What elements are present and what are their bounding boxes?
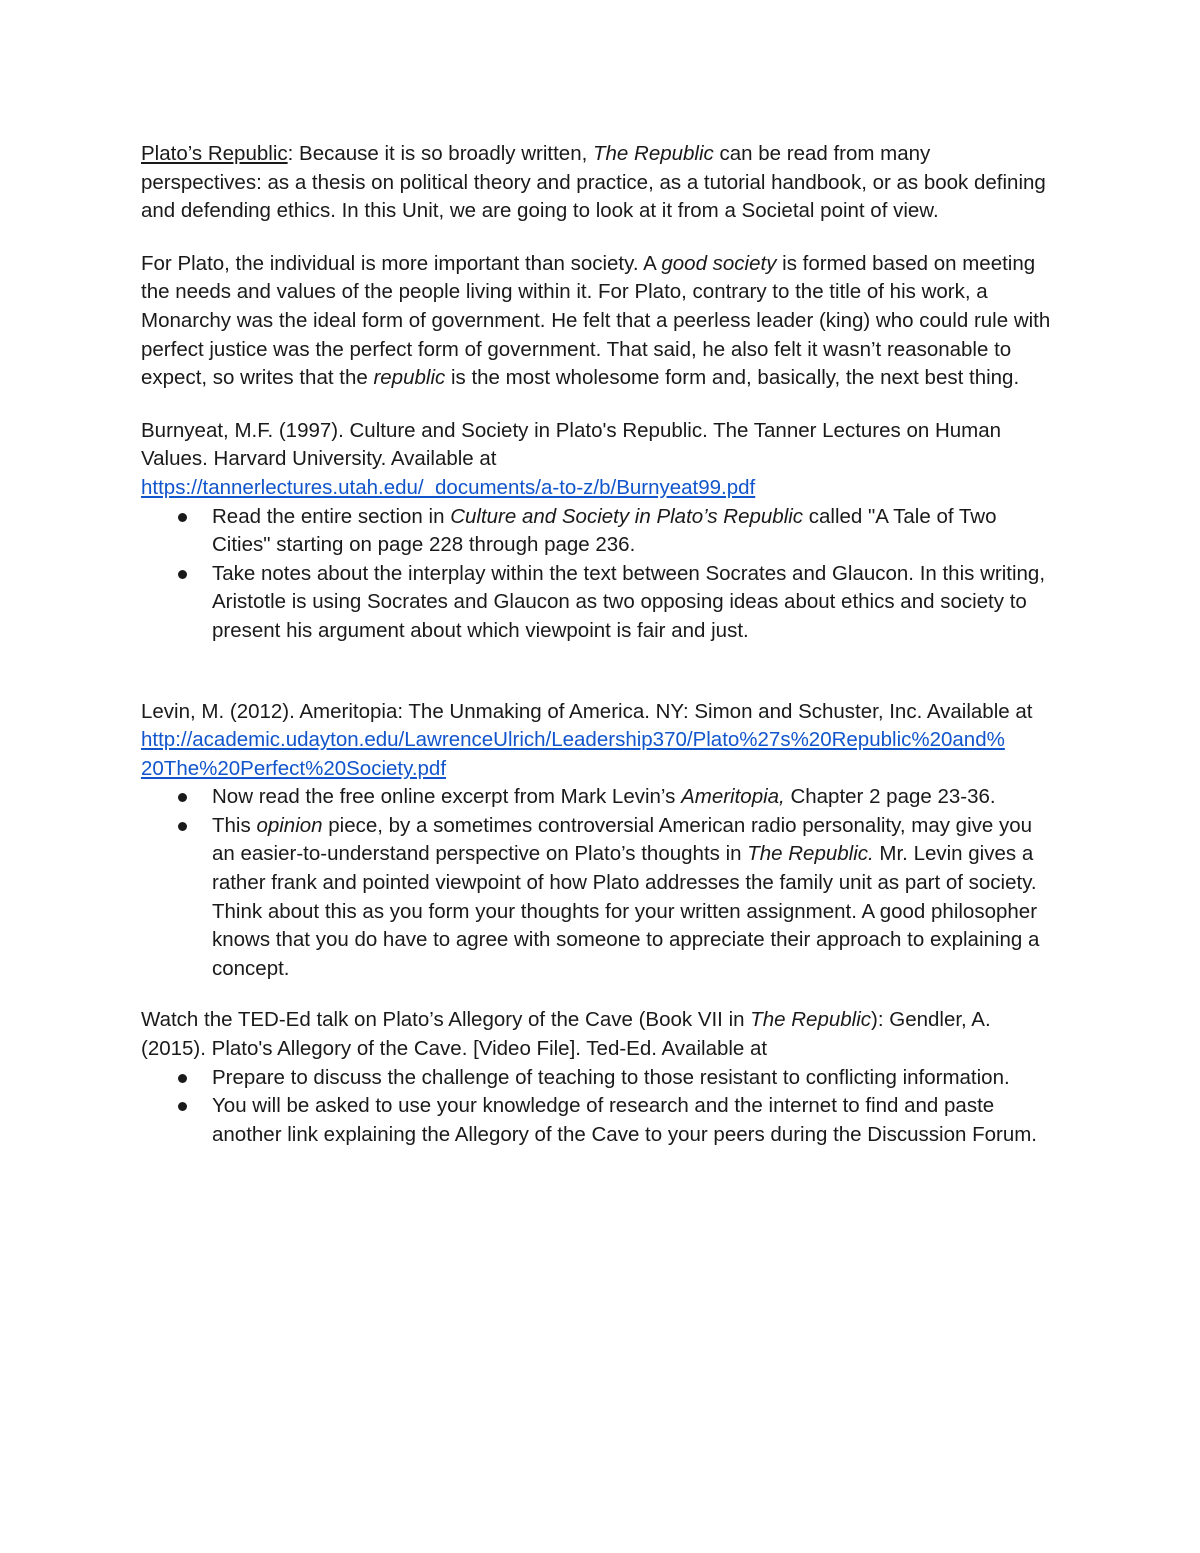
bullet-icon [178, 570, 187, 579]
burnyeat-citation: Burnyeat, M.F. (1997). Culture and Society in Plato's Republic. The Tanner Lectures on Human Values. Harvard University. Available at https://tannerlectures.utah.edu/_documents/a-to-z/b/Burnyeat99.pdf [141, 418, 1002, 499]
bullet-icon [178, 1102, 187, 1111]
bullet-icon [178, 513, 187, 522]
list-item: Prepare to discuss the challenge of teaching to those resistant to conflicting information. [141, 1064, 1056, 1093]
intro-label: Plato’s Republic [141, 142, 288, 165]
list-item: Read the entire section in Culture and Society in Plato’s Republic called "A Tale of Two Cities" starting on page 228 through page 236. [141, 503, 1056, 560]
intro-paragraph: Plato’s Republic: Because it is so broadly written, The Republic can be read from many perspectives: as a thesis on political theory and practice, as a tutorial handbook, or as book defining and defending ethics. In this Unit, we are going to look at it from a Societal point of view. [141, 142, 1046, 223]
list-item: Take notes about the interplay within the text between Socrates and Glaucon. In this writing, Aristotle is using Socrates and Glaucon as two opposing ideas about ethics and society to present his argument about which viewpoint is fair and just. [141, 560, 1056, 646]
levin-bullet-list [141, 783, 1056, 983]
burnyeat-link[interactable]: https://tannerlectures.utah.edu/_documents/a-to-z/b/Burnyeat99.pdf [141, 475, 756, 499]
title-republic: The Republic [593, 142, 714, 165]
list-item: Now read the free online excerpt from Mark Levin’s Ameritopia, Chapter 2 page 23-36. [141, 783, 1056, 812]
bullet-icon [178, 1074, 187, 1083]
bullet-icon [178, 822, 187, 831]
list-item: This opinion piece, by a sometimes controversial American radio personality, may give you an easier-to-understand perspective on Plato’s thoughts in The Republic. Mr. Levin gives a rather frank and pointed viewpoint of how Plato addresses the family unit as part of society. Think about this as you form your thoughts for your written assignment. A good philosopher knows that you do have to agree with someone to appreciate their approach to explaining a concept. [141, 812, 1056, 984]
list-item: You will be asked to use your knowledge of research and the internet to find and paste another link explaining the Allegory of the Cave to your peers during the Discussion Forum. [141, 1092, 1056, 1149]
ted-paragraph: Watch the TED-Ed talk on Plato’s Allegory of the Cave (Book VII in The Republic): Gendler, A. (2015). Plato's Allegory of the Cave. [Video File]. Ted-Ed. Available at [141, 1008, 991, 1061]
levin-link[interactable]: http://academic.udayton.edu/LawrenceUlrich/Leadership370/Plato%27s%20Republic%20and% 20The%20Perfect%20Society.pdf [141, 728, 1005, 780]
bullet-icon [178, 793, 187, 802]
burnyeat-bullet-list [141, 503, 1056, 646]
society-paragraph: For Plato, the individual is more important than society. A good society is formed based on meeting the needs and values of the people living within it. For Plato, contrary to the title of his work, a Monarchy was the ideal form of government. He felt that a peerless leader (king) who could rule with perfect justice was the perfect form of government. That said, he also felt it wasn’t reasonable to expect, so writes that the republic is the most wholesome form and, basically, the next best thing. [141, 251, 1051, 390]
document-page [141, 140, 1056, 1149]
ted-bullet-list [141, 1064, 1056, 1150]
levin-citation: Levin, M. (2012). Ameritopia: The Unmaking of America. NY: Simon and Schuster, Inc. Available at http://academic.udayton.edu/LawrenceUlrich/Leadership370/Plato%27s%20Republic%20and% 20The%20Perfect%20Society.pdf [141, 699, 1033, 780]
